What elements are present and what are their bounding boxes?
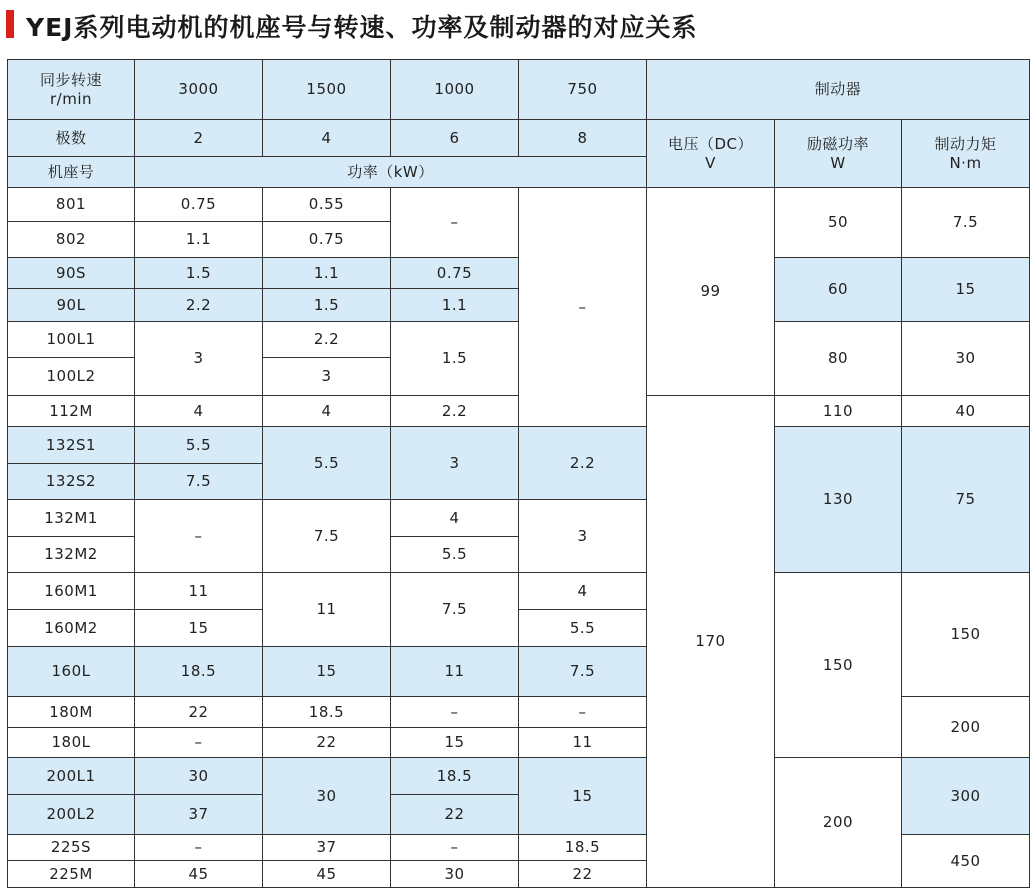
- excite-cell: 50: [775, 188, 902, 258]
- power-cell: 4: [135, 396, 263, 427]
- page-title: YEJ系列电动机的机座号与转速、功率及制动器的对应关系: [26, 13, 698, 42]
- power-cell: 2.2: [519, 427, 647, 500]
- frame-cell: 180M: [8, 697, 135, 728]
- power-cell: 7.5: [391, 573, 519, 647]
- power-cell: 5.5: [263, 427, 391, 500]
- power-cell: 1.5: [135, 258, 263, 289]
- voltage-header: 电压（DC） V: [647, 120, 775, 188]
- power-cell: 2.2: [135, 289, 263, 322]
- frame-cell: 180L: [8, 728, 135, 758]
- poles-2: 2: [135, 120, 263, 157]
- motor-spec-table: [7, 59, 1030, 888]
- power-cell: 3: [391, 427, 519, 500]
- power-cell: 1.1: [391, 289, 519, 322]
- speed-1500: 1500: [263, 60, 391, 120]
- torque-header: 制动力矩 N·m: [902, 120, 1030, 188]
- torque-cell: 7.5: [902, 188, 1030, 258]
- power-cell: 1.1: [135, 222, 263, 258]
- frame-cell: 200L2: [8, 795, 135, 835]
- power-cell: 3: [263, 358, 391, 396]
- power-cell: 7.5: [135, 464, 263, 500]
- frame-cell: 132S1: [8, 427, 135, 464]
- speed-3000: 3000: [135, 60, 263, 120]
- power-cell: –: [391, 188, 519, 258]
- power-cell: 15: [263, 647, 391, 697]
- power-cell: 45: [135, 861, 263, 888]
- excite-cell: 150: [775, 573, 902, 758]
- voltage-cell: 99: [647, 188, 775, 396]
- power-cell: –: [135, 835, 263, 861]
- power-cell: 0.75: [135, 188, 263, 222]
- frame-cell: 225M: [8, 861, 135, 888]
- power-cell: 1.5: [391, 322, 519, 396]
- power-cell: 30: [135, 758, 263, 795]
- power-cell: 37: [135, 795, 263, 835]
- power-cell: 7.5: [519, 647, 647, 697]
- power-cell: 0.75: [263, 222, 391, 258]
- power-cell: 22: [519, 861, 647, 888]
- power-cell: 11: [263, 573, 391, 647]
- frame-cell: 200L1: [8, 758, 135, 795]
- power-cell: 22: [263, 728, 391, 758]
- torque-cell: 75: [902, 427, 1030, 573]
- frame-cell: 160M2: [8, 610, 135, 647]
- excite-cell: 110: [775, 396, 902, 427]
- brake-header: 制动器: [647, 60, 1030, 120]
- excite-cell: 80: [775, 322, 902, 396]
- torque-cell: 40: [902, 396, 1030, 427]
- title-accent-bar: [6, 10, 14, 38]
- power-cell: 18.5: [135, 647, 263, 697]
- power-cell: 15: [391, 728, 519, 758]
- power-cell: –: [391, 697, 519, 728]
- power-cell: 3: [519, 500, 647, 573]
- frame-cell: 100L2: [8, 358, 135, 396]
- frame-cell: 112M: [8, 396, 135, 427]
- power-cell: 30: [391, 861, 519, 888]
- excite-header: 励磁功率 W: [775, 120, 902, 188]
- power-cell: 15: [519, 758, 647, 835]
- frame-cell: 160L: [8, 647, 135, 697]
- power-cell: 4: [391, 500, 519, 537]
- frame-cell: 801: [8, 188, 135, 222]
- power-cell: 22: [391, 795, 519, 835]
- poles-header: 极数: [8, 120, 135, 157]
- frame-cell: 160M1: [8, 573, 135, 610]
- frame-cell: 132S2: [8, 464, 135, 500]
- excite-cell: 60: [775, 258, 902, 322]
- excite-cell: 130: [775, 427, 902, 573]
- frame-cell: 132M1: [8, 500, 135, 537]
- power-cell: 2.2: [263, 322, 391, 358]
- power-cell: 5.5: [135, 427, 263, 464]
- power-cell: 0.75: [391, 258, 519, 289]
- power-cell: 15: [135, 610, 263, 647]
- torque-cell: 450: [902, 835, 1030, 888]
- frame-header: 机座号: [8, 157, 135, 188]
- speed-750: 750: [519, 60, 647, 120]
- torque-cell: 30: [902, 322, 1030, 396]
- power-cell: 45: [263, 861, 391, 888]
- power-cell: 11: [519, 728, 647, 758]
- power-cell: –: [391, 835, 519, 861]
- torque-cell: 300: [902, 758, 1030, 835]
- frame-cell: 100L1: [8, 322, 135, 358]
- power-cell: 0.55: [263, 188, 391, 222]
- power-cell: 7.5: [263, 500, 391, 573]
- frame-cell: 802: [8, 222, 135, 258]
- power-cell: 1.5: [263, 289, 391, 322]
- frame-cell: 90L: [8, 289, 135, 322]
- power-cell: –: [519, 188, 647, 427]
- torque-cell: 200: [902, 697, 1030, 758]
- power-cell: –: [519, 697, 647, 728]
- torque-cell: 15: [902, 258, 1030, 322]
- frame-cell: 132M2: [8, 537, 135, 573]
- power-cell: 5.5: [519, 610, 647, 647]
- frame-cell: 225S: [8, 835, 135, 861]
- speed-header: 同步转速 r/min: [8, 60, 135, 120]
- power-cell: 30: [263, 758, 391, 835]
- power-cell: 3: [135, 322, 263, 396]
- power-cell: 18.5: [263, 697, 391, 728]
- power-cell: –: [135, 500, 263, 573]
- power-cell: 2.2: [391, 396, 519, 427]
- power-header: 功率（kW）: [135, 157, 647, 188]
- power-cell: 18.5: [391, 758, 519, 795]
- power-cell: 1.1: [263, 258, 391, 289]
- speed-1000: 1000: [391, 60, 519, 120]
- voltage-cell: 170: [647, 396, 775, 888]
- excite-cell: 200: [775, 758, 902, 888]
- power-cell: 4: [263, 396, 391, 427]
- power-cell: –: [135, 728, 263, 758]
- frame-cell: 90S: [8, 258, 135, 289]
- poles-8: 8: [519, 120, 647, 157]
- power-cell: 11: [391, 647, 519, 697]
- power-cell: 18.5: [519, 835, 647, 861]
- torque-cell: 150: [902, 573, 1030, 697]
- poles-4: 4: [263, 120, 391, 157]
- power-cell: 37: [263, 835, 391, 861]
- poles-6: 6: [391, 120, 519, 157]
- power-cell: 4: [519, 573, 647, 610]
- power-cell: 11: [135, 573, 263, 610]
- power-cell: 22: [135, 697, 263, 728]
- power-cell: 5.5: [391, 537, 519, 573]
